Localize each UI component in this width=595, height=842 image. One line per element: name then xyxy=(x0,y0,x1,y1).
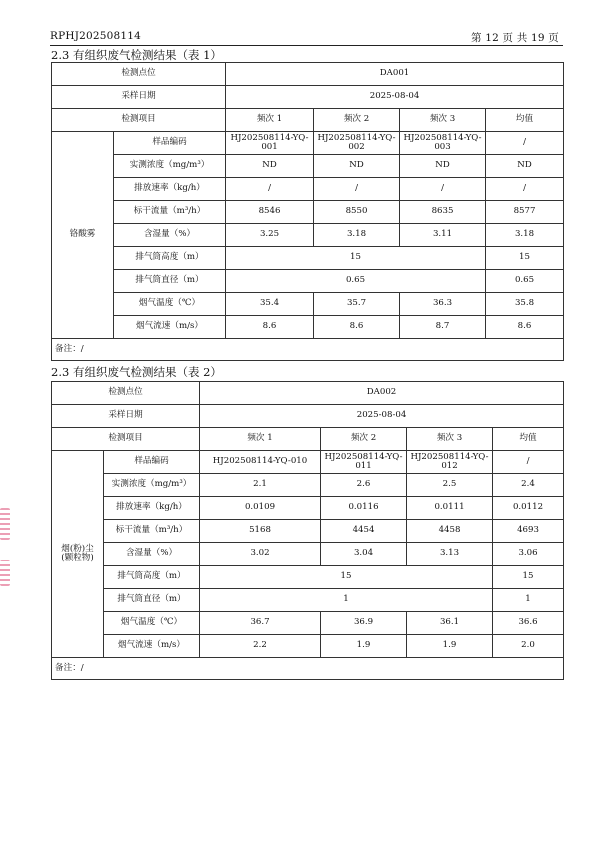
table-row xyxy=(52,224,564,247)
measurement-value: 3.11 xyxy=(400,224,486,247)
average-value: ND xyxy=(486,155,564,178)
point-label: 检测点位 xyxy=(52,382,200,405)
measurement-value: 8.6 xyxy=(226,316,314,339)
table-row xyxy=(52,63,564,86)
average-value: 35.8 xyxy=(486,293,564,316)
table-row xyxy=(52,109,564,132)
date-label: 采样日期 xyxy=(52,405,200,428)
parameter-label: 烟气流速（m/s） xyxy=(104,635,200,658)
average-value: 36.6 xyxy=(493,612,564,635)
table-row xyxy=(52,155,564,178)
measurement-value: HJ202508114-YQ-001 xyxy=(226,132,314,155)
report-id: RPHJ202508114 xyxy=(50,30,142,42)
table-row xyxy=(52,635,564,658)
average-header: 均值 xyxy=(486,109,564,132)
parameter-label: 烟气温度（℃） xyxy=(114,293,226,316)
measurement-value: 0.0109 xyxy=(200,497,321,520)
average-value: 2.4 xyxy=(493,474,564,497)
parameter-label: 排气筒直径（m） xyxy=(104,589,200,612)
parameter-label: 排气筒直径（m） xyxy=(114,270,226,293)
frequency-header: 频次 1 xyxy=(200,428,321,451)
measurement-value: HJ202508114-YQ-010 xyxy=(200,451,321,474)
parameter-label: 排气筒高度（m） xyxy=(114,247,226,270)
measurement-value: ND xyxy=(314,155,400,178)
seal-edge-mark xyxy=(0,508,10,540)
frequency-header: 频次 3 xyxy=(400,109,486,132)
parameter-label: 样品编码 xyxy=(114,132,226,155)
measurement-value: HJ202508114-YQ-011 xyxy=(321,451,407,474)
table-row xyxy=(52,612,564,635)
date-value: 2025-08-04 xyxy=(200,405,564,428)
table-row xyxy=(52,270,564,293)
measurement-value: 3.13 xyxy=(407,543,493,566)
merged-value: 15 xyxy=(200,566,493,589)
average-value: 8.6 xyxy=(486,316,564,339)
table-row xyxy=(52,293,564,316)
table-row xyxy=(52,451,564,474)
merged-value: 15 xyxy=(226,247,486,270)
parameter-label: 排放速率（kg/h） xyxy=(114,178,226,201)
parameter-label: 烟气温度（℃） xyxy=(104,612,200,635)
measurement-value: 1.9 xyxy=(321,635,407,658)
page-number: 第 12 页 共 19 页 xyxy=(470,32,559,44)
average-value: 0.0112 xyxy=(493,497,564,520)
measurement-value: HJ202508114-YQ-012 xyxy=(407,451,493,474)
parameter-label: 标干流量（m³/h） xyxy=(104,520,200,543)
pollutant-name: 烟(粉)尘 (颗粒物) xyxy=(52,451,104,658)
average-value: 4693 xyxy=(493,520,564,543)
measurement-value: 35.4 xyxy=(226,293,314,316)
measurement-value: 3.04 xyxy=(321,543,407,566)
measurement-value: ND xyxy=(226,155,314,178)
measurement-value: 8.7 xyxy=(400,316,486,339)
table-row xyxy=(52,201,564,224)
table-row xyxy=(52,428,564,451)
average-value: 15 xyxy=(486,247,564,270)
parameter-label: 实测浓度（mg/m³） xyxy=(114,155,226,178)
point-label: 检测点位 xyxy=(52,63,226,86)
parameter-label: 含湿量（%） xyxy=(104,543,200,566)
frequency-header: 频次 3 xyxy=(407,428,493,451)
frequency-header: 频次 2 xyxy=(314,109,400,132)
point-value: DA002 xyxy=(200,382,564,405)
table-row xyxy=(52,132,564,155)
average-value: 3.18 xyxy=(486,224,564,247)
table-row xyxy=(52,339,564,361)
results-table-1 xyxy=(51,62,564,361)
table-row xyxy=(52,566,564,589)
average-value: 0.65 xyxy=(486,270,564,293)
measurement-value: / xyxy=(314,178,400,201)
table-row xyxy=(52,86,564,109)
measurement-value: 3.18 xyxy=(314,224,400,247)
table-row xyxy=(52,474,564,497)
table-row xyxy=(52,543,564,566)
measurement-value: 0.0111 xyxy=(407,497,493,520)
parameter-label: 排放速率（kg/h） xyxy=(104,497,200,520)
measurement-value: 8546 xyxy=(226,201,314,224)
average-value: 8577 xyxy=(486,201,564,224)
measurement-value: 3.02 xyxy=(200,543,321,566)
measurement-value: / xyxy=(226,178,314,201)
parameter-label: 标干流量（m³/h） xyxy=(114,201,226,224)
measurement-value: 1.9 xyxy=(407,635,493,658)
frequency-header: 频次 2 xyxy=(321,428,407,451)
item-label: 检测项目 xyxy=(52,109,226,132)
measurement-value: 8.6 xyxy=(314,316,400,339)
parameter-label: 含湿量（%） xyxy=(114,224,226,247)
date-value: 2025-08-04 xyxy=(226,86,564,109)
average-value: 1 xyxy=(493,589,564,612)
measurement-value: HJ202508114-YQ-002 xyxy=(314,132,400,155)
measurement-value: / xyxy=(400,178,486,201)
table-row xyxy=(52,382,564,405)
parameter-label: 样品编码 xyxy=(104,451,200,474)
results-table-2 xyxy=(51,381,564,680)
measurement-value: 8550 xyxy=(314,201,400,224)
measurement-value: 36.7 xyxy=(200,612,321,635)
point-value: DA001 xyxy=(226,63,564,86)
average-header: 均值 xyxy=(493,428,564,451)
average-value: / xyxy=(493,451,564,474)
merged-value: 1 xyxy=(200,589,493,612)
measurement-value: 8635 xyxy=(400,201,486,224)
average-value: / xyxy=(486,178,564,201)
frequency-header: 频次 1 xyxy=(226,109,314,132)
parameter-label: 实测浓度（mg/m³） xyxy=(104,474,200,497)
measurement-value: 36.9 xyxy=(321,612,407,635)
measurement-value: ND xyxy=(400,155,486,178)
measurement-value: HJ202508114-YQ-003 xyxy=(400,132,486,155)
header-divider xyxy=(50,45,563,46)
table-row xyxy=(52,520,564,543)
average-value: 2.0 xyxy=(493,635,564,658)
average-value: 15 xyxy=(493,566,564,589)
measurement-value: 2.5 xyxy=(407,474,493,497)
table-row xyxy=(52,658,564,680)
measurement-value: 2.1 xyxy=(200,474,321,497)
remarks: 备注：/ xyxy=(52,339,564,361)
table-row xyxy=(52,497,564,520)
table-row xyxy=(52,589,564,612)
pollutant-name: 铬酸雾 xyxy=(52,132,114,339)
measurement-value: 4458 xyxy=(407,520,493,543)
table2-title: 2.3 有组织废气检测结果（表 2） xyxy=(51,365,222,379)
table-row xyxy=(52,316,564,339)
measurement-value: 3.25 xyxy=(226,224,314,247)
table1-title: 2.3 有组织废气检测结果（表 1） xyxy=(51,48,222,62)
parameter-label: 烟气流速（m/s） xyxy=(114,316,226,339)
measurement-value: 35.7 xyxy=(314,293,400,316)
table-row xyxy=(52,178,564,201)
average-value: 3.06 xyxy=(493,543,564,566)
item-label: 检测项目 xyxy=(52,428,200,451)
measurement-value: 36.3 xyxy=(400,293,486,316)
table-row xyxy=(52,247,564,270)
table-row xyxy=(52,405,564,428)
seal-edge-mark xyxy=(0,560,10,586)
parameter-label: 排气筒高度（m） xyxy=(104,566,200,589)
date-label: 采样日期 xyxy=(52,86,226,109)
measurement-value: 2.2 xyxy=(200,635,321,658)
measurement-value: 36.1 xyxy=(407,612,493,635)
measurement-value: 4454 xyxy=(321,520,407,543)
measurement-value: 0.0116 xyxy=(321,497,407,520)
remarks: 备注：/ xyxy=(52,658,564,680)
measurement-value: 2.6 xyxy=(321,474,407,497)
merged-value: 0.65 xyxy=(226,270,486,293)
average-value: / xyxy=(486,132,564,155)
measurement-value: 5168 xyxy=(200,520,321,543)
